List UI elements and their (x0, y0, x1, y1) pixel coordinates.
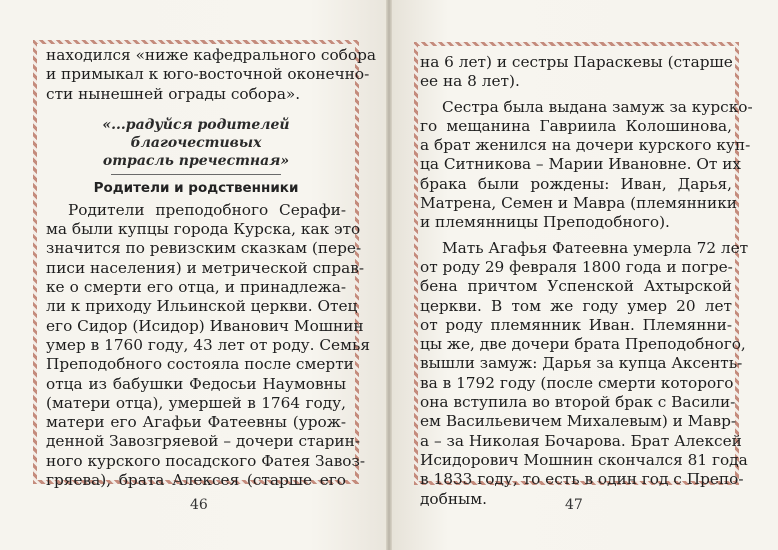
text-line: находился «ниже кафедрального собора (46, 46, 376, 64)
text-line: на 6 лет) и сестры Параскевы (старше (420, 53, 733, 71)
text-line: ного курского посадского Фатея Завоз- (46, 451, 366, 470)
text-line: в 1833 году, то есть в один год с Препо- (420, 470, 744, 489)
text-line: она вступила во второй брак с Васили- (420, 393, 736, 412)
text-line: умер в 1760 году, 43 лет от роду. Семья (46, 335, 370, 354)
text-line: вышли замуж: Дарья за купца Аксенть- (420, 354, 743, 373)
text-line: Сестра была выдана замуж за курско- (442, 97, 753, 116)
text-line: матери его Агафьи Фатеевны (урож- (46, 413, 346, 432)
text-line: Преподобного состояла после смерти (46, 355, 354, 374)
divider-rule (111, 174, 281, 175)
section-heading: Родители и родственники (93, 179, 299, 196)
text-line: сти нынешней ограды собора». (46, 84, 301, 103)
text-line: (матери отца), умершей в 1764 году, (46, 393, 346, 412)
text-line: ее на 8 лет). (420, 72, 520, 91)
text-line: а брат женился на дочери курского куп- (420, 136, 751, 155)
text-line: и примыкал к юго-восточной оконечно- (46, 65, 370, 84)
text-line: денной Завозгряевой – дочери старин- (46, 432, 360, 451)
text-line: от роду 29 февраля 1800 года и погре- (420, 257, 733, 276)
text-line: значится по ревизским сказкам (пере- (46, 239, 362, 258)
text-line: ца Ситникова – Марии Ивановне. От их (420, 155, 742, 174)
text-line: Исидорович Мошнин скончался 81 года (420, 450, 748, 469)
text-line: и племянницы Преподобного). (420, 213, 670, 232)
text-line: его Сидор (Исидор) Иванович Мошнин (46, 316, 364, 335)
text-line: гряева), брата Алексея (старше его (46, 471, 346, 490)
left-page-text (46, 46, 376, 490)
page-number: 46 (190, 497, 208, 513)
text-line: писи населения) и метрической справ- (46, 258, 365, 277)
epigraph-line: отрасль пречестная» (102, 152, 290, 169)
text-line: а – за Николая Бочарова. Брат Алексей (420, 431, 742, 450)
page-number: 47 (565, 497, 583, 513)
text-line: церкви. В том же году умер 20 лет (420, 296, 732, 315)
epigraph-line: «...радуйся родителей благочестивых (102, 116, 290, 151)
text-line: го мещанина Гавриила Колошинова, (420, 116, 732, 135)
text-line: ва в 1792 году (после смерти которого (420, 373, 734, 392)
text-line: цы же, две дочери брата Преподобного, (420, 335, 746, 354)
text-line: ли к приходу Ильинской церкви. Отец (46, 297, 358, 316)
text-line: добным. (420, 489, 487, 508)
text-line: брака были рождены: Иван, Дарья, (420, 174, 732, 193)
text-line: от роду племянник Иван. Племянни- (420, 315, 732, 334)
text-line: бена причтом Успенской Ахтырской (420, 277, 732, 296)
text-line: ма были купцы города Курска, как это (46, 220, 361, 239)
text-line: ем Васильевичем Михалевым) и Мавр- (420, 412, 737, 431)
text-line: отца из бабушки Федосьи Наумовны (46, 374, 346, 393)
book-gutter (386, 0, 392, 550)
text-line: Матрена, Семен и Мавра (племянники (420, 194, 737, 213)
text-line: Родители преподобного Серафи- (68, 200, 346, 219)
text-line: ке о смерти его отца, и принадлежа- (46, 278, 346, 297)
right-page-text (420, 53, 753, 509)
epigraph (46, 116, 346, 170)
text-line: Мать Агафья Фатеевна умерла 72 лет (442, 238, 749, 257)
